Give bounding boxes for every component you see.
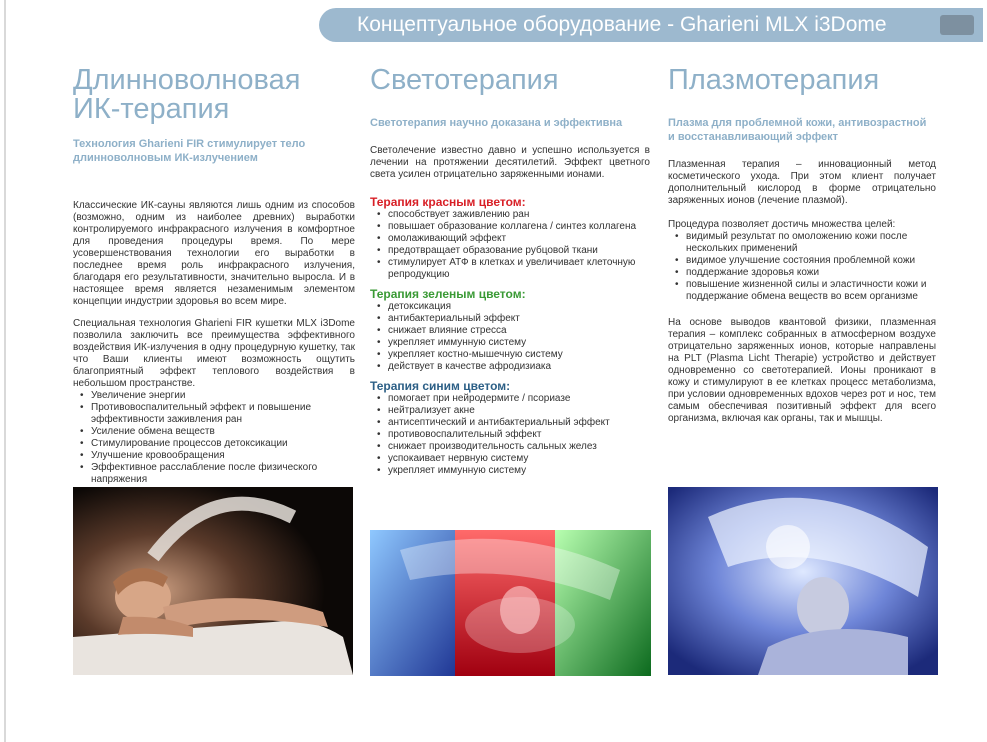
list-item: • укрепляет костно-мышечную систему: [370, 349, 650, 361]
list-item: • Усиление обмена веществ: [73, 426, 355, 438]
light-subheading: Светотерапия научно доказана и эффективна: [370, 117, 623, 129]
list-item: • укрепляет иммунную систему: [370, 465, 650, 477]
header-banner: [319, 8, 983, 42]
list-item: • помогает при нейродермите / псориазе: [370, 393, 650, 405]
list-item: • стимулирует АТФ в клетках и увеличивает клеточную репродукцию: [370, 257, 650, 281]
light-heading: Светотерапия: [370, 64, 559, 96]
blue-therapy-list: [370, 393, 650, 477]
list-item: • укрепляет иммунную систему: [370, 337, 650, 349]
ir-benefits-list: [73, 390, 355, 486]
list-item: • антисептический и антибактериальный эффект: [370, 417, 650, 429]
list-item: • Стимулирование процессов детоксикации: [73, 438, 355, 450]
red-therapy-list: [370, 209, 650, 281]
header-title: Концептуальное оборудование - Gharieni MLX i3Dome: [357, 13, 887, 36]
plasma-heading: Плазмотерапия: [668, 64, 880, 96]
ir-paragraph-2: Специальная технология Gharieni FIR кушетки MLX i3Dome позволила заключить все преимущества эффективного воздействия ИК-излучения в одну процедурную кушетку, так что Ваши клиенты имеют возможность ощутить благоприятный эффект теплового воздействия в небольшом пространстве.: [73, 318, 355, 389]
list-item: • способствует заживлению ран: [370, 209, 650, 221]
list-item: • Увеличение энергии: [73, 390, 355, 402]
banner-logo-mark: [940, 15, 974, 35]
list-item: • поддержание здоровья кожи: [668, 267, 936, 279]
plasma-paragraph-3: На основе выводов квантовой физики, плазменная терапия – комплекс собранных в атмосферном воздухе отрицательно заряженных ионов, которые направлены на PLT (Plasma Licht Therapie) устройство и действует одновременно со светотерапией. Ионы проникают в кожу и стимулируют в ее клетках процесс метаболизма, при условии одновременных вдохов через рот и нос, тем самым обеспечивая позитивный эффект для всего организма, включая как органы, так и мышцы.: [668, 317, 936, 424]
list-item: • снижает влияние стресса: [370, 325, 650, 337]
list-item: • Улучшение кровообращения: [73, 450, 355, 462]
list-item: • видимый результат по омоложению кожи после нескольких применений: [668, 231, 936, 255]
green-therapy-title: Терапия зеленым цветом:: [370, 287, 526, 301]
blue-therapy-title: Терапия синим цветом:: [370, 379, 511, 393]
green-therapy-list: [370, 301, 650, 373]
plasma-therapy-illustration: [668, 487, 938, 675]
plasma-subheading: Плазма для проблемной кожи, антивозрастной и восстанавливающий эффект: [668, 117, 927, 143]
list-item: • Эффективное расслабление после физического напряжения: [73, 462, 355, 486]
plasma-paragraph-1: Плазменная терапия – инновационный метод косметического ухода. При этом клиент получает дополнительный кислород в форме отрицательно заряженных ионов (лечение плазмой).: [668, 159, 936, 206]
light-therapy-photo: [370, 530, 651, 676]
light-intro: Светолечение известно давно и успешно используется в лечении на протяжении десятилетий. Эффект цветного света усилен отрицательно заряженными ионами.: [370, 145, 650, 180]
plasma-goals-list: [668, 231, 936, 303]
column-light-therapy: [370, 66, 650, 477]
red-therapy-title: Терапия красным цветом:: [370, 195, 526, 209]
ir-therapy-illustration: [73, 487, 353, 675]
list-item: • Противовоспалительный эффект и повышение эффективности заживления ран: [73, 402, 355, 426]
list-item: • омолаживающий эффект: [370, 233, 650, 245]
list-item: • снижает производительность сальных желез: [370, 441, 650, 453]
list-item: • антибактериальный эффект: [370, 313, 650, 325]
list-item: • видимое улучшение состояния проблемной кожи: [668, 255, 936, 267]
list-item: • нейтрализует акне: [370, 405, 650, 417]
column-plasma-therapy: [668, 66, 936, 425]
ir-paragraph-1: Классические ИК-сауны являются лишь одним из способов (возможно, одним из наиболее древних) выработки контролируемого инфракрасного излучения в комфортное для проведения процедуры время. По мере усовершенствования технологии его выработки в последнее время роль инфракрасного излучения, благодаря его результативности, значительно выросла. И в настоящее время является незаменимым элементом концепции индустрии здоровья во всем мире.: [73, 200, 355, 307]
list-item: • повышение жизненной силы и эластичности кожи и поддержание обмена веществ во всем организме: [668, 279, 936, 303]
light-therapy-illustration: [370, 530, 651, 676]
list-item: • предотвращает образование рубцовой ткани: [370, 245, 650, 257]
plasma-therapy-photo: [668, 487, 938, 675]
list-item: • детоксикация: [370, 301, 650, 313]
ir-heading: Длинноволновая ИК-терапия: [73, 64, 301, 125]
plasma-paragraph-2: Процедура позволяет достичь множества целей:: [668, 219, 896, 230]
page-edge-rule: [4, 0, 6, 742]
ir-subheading: Технология Gharieni FIR стимулирует тело длинноволновым ИК-излучением: [73, 138, 306, 164]
list-item: • действует в качестве афродизиака: [370, 361, 650, 373]
ir-therapy-photo: [73, 487, 353, 675]
column-ir-therapy: [73, 66, 355, 486]
list-item: • повышает образование коллагена / синтез коллагена: [370, 221, 650, 233]
list-item: • успокаивает нервную систему: [370, 453, 650, 465]
list-item: • противовоспалительный эффект: [370, 429, 650, 441]
